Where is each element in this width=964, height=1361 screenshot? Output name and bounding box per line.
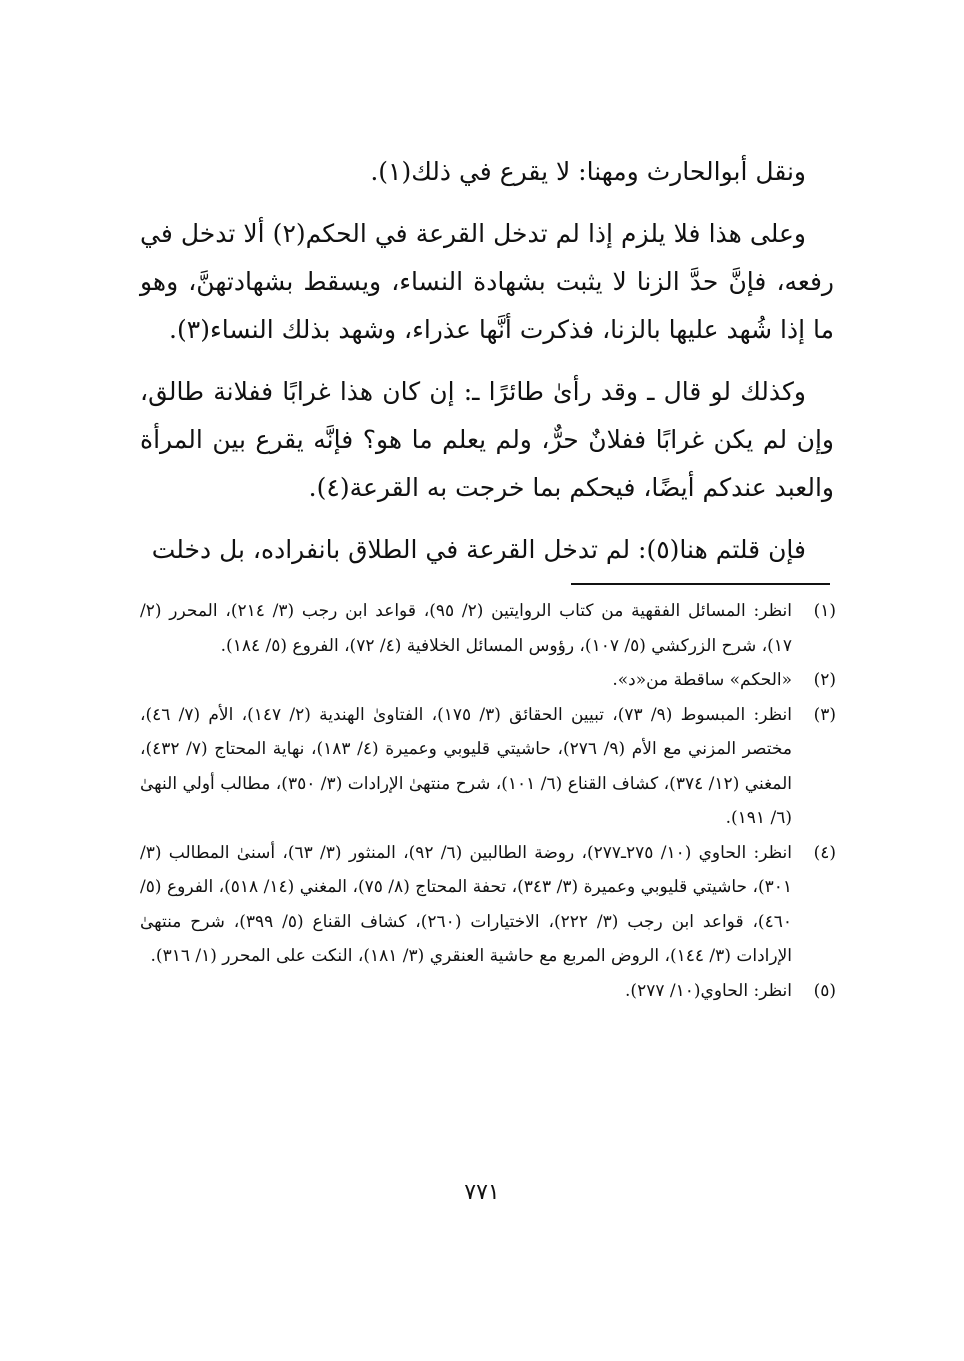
paragraph-3: وكذلك لو قال ـ وقد رأىٰ طائرًا ـ: إن كان هذا غرابًا ففلانة طالق، وإن لم يكن غرابًا ففلانٌ حرٌّ، ولم يعلم ما هو؟ فإنَّه يقرع بين المرأة والعبد عندكم أيضًا، فيحكم بما خرجت به القرعة(٤).	[140, 377, 834, 502]
paragraph-1: ونقل أبوالحارث ومهنا: لا يقرع في ذلك(١).	[370, 157, 806, 186]
paragraph-4: فإن قلتم هنا(٥): لم تدخل القرعة في الطلاق بانفراده، بل دخلت	[151, 535, 806, 564]
main-text	[140, 148, 834, 574]
footnote-number: (٣)	[813, 704, 836, 725]
footnote-5	[140, 974, 836, 1009]
footnote-text: انظر: المسائل الفقهية من كتاب الروايتين (٢/ ٩٥)، قواعد ابن رجب (٣/ ٢١٤)، المحرر (٢/ ١٧)، شرح الزركشي (٥/ ١٠٧)، رؤوس المسائل الخلافية (٤/ ٧٢)، الفروع (٥/ ١٨٤).	[140, 601, 792, 656]
footnote-1	[140, 594, 836, 663]
footnotes	[140, 594, 836, 1008]
footnote-number: (١)	[813, 601, 836, 621]
page-number: ٧٧١	[464, 1180, 500, 1205]
footnote-number: (٢)	[813, 670, 836, 690]
footnote-number: (٥)	[813, 980, 836, 1001]
footnote-2	[140, 663, 836, 698]
paragraph-2: وعلى هذا فلا يلزم إذا لم تدخل القرعة في الحكم(٢) ألا تدخل في رفعه، فإنَّ حدَّ الزنا لا يثبت بشهادة النساء، ويسقط بشهادتهنَّ، وهو ما إذا شُهد عليها بالزنا، فذكرت أنَّها عذراء، وشهد بذلك النساء(٣).	[140, 219, 834, 344]
footnote-3	[140, 698, 836, 836]
footnote-4	[140, 836, 836, 974]
footnote-separator	[571, 583, 830, 585]
footnote-text: انظر: الحاوي(١٠/ ٢٧٧).	[625, 980, 792, 1001]
footnote-text: انظر: الحاوي (١٠/ ٢٧٥ـ٢٧٧)، روضة الطالبين (٦/ ٩٢)، المنثور (٣/ ٦٣)، أسنىٰ المطالب (٣/ ٣٠١)، حاشيتي قليوبي وعميرة (٣/ ٣٤٣)، تحفة المحتاج (٨/ ٧٥)، المغني (١٤/ ٥١٨)، الفروع (٥/ ٤٦٠)، قواعد ابن رجب (٣/ ٢٢٢)، الاختيارات (٢٦٠)، كشاف القناع (٥/ ٣٩٩)، شرح منتهىٰ الإرادات (٣/ ١٤٤)، الروض المربع مع حاشية العنقري (٣/ ١٨١)، النكت على المحرر (١/ ٣١٦).	[140, 842, 793, 966]
footnote-number: (٤)	[813, 842, 836, 863]
footnote-text: «الحكم» ساقطة من«د».	[612, 670, 792, 690]
footnote-text: انظر: المبسوط (٩/ ٧٣)، تبيين الحقائق (٣/ ١٧٥)، الفتاوىٰ الهندية (٢/ ١٤٧)، الأم (٧/ ٤٦)، مختصر المزني مع الأم (٩/ ٢٧٦)، حاشيتي قليوبي وعميرة (٤/ ١٨٣)، نهاية المحتاج (٧/ ٤٣٢)، المغني (١٢/ ٣٧٤)، كشاف القناع (٦/ ١٠١)، شرح منتهىٰ الإرادات (٣/ ٣٥٠)، مطالب أولي النهىٰ (٦/ ١٩١).	[140, 704, 793, 828]
